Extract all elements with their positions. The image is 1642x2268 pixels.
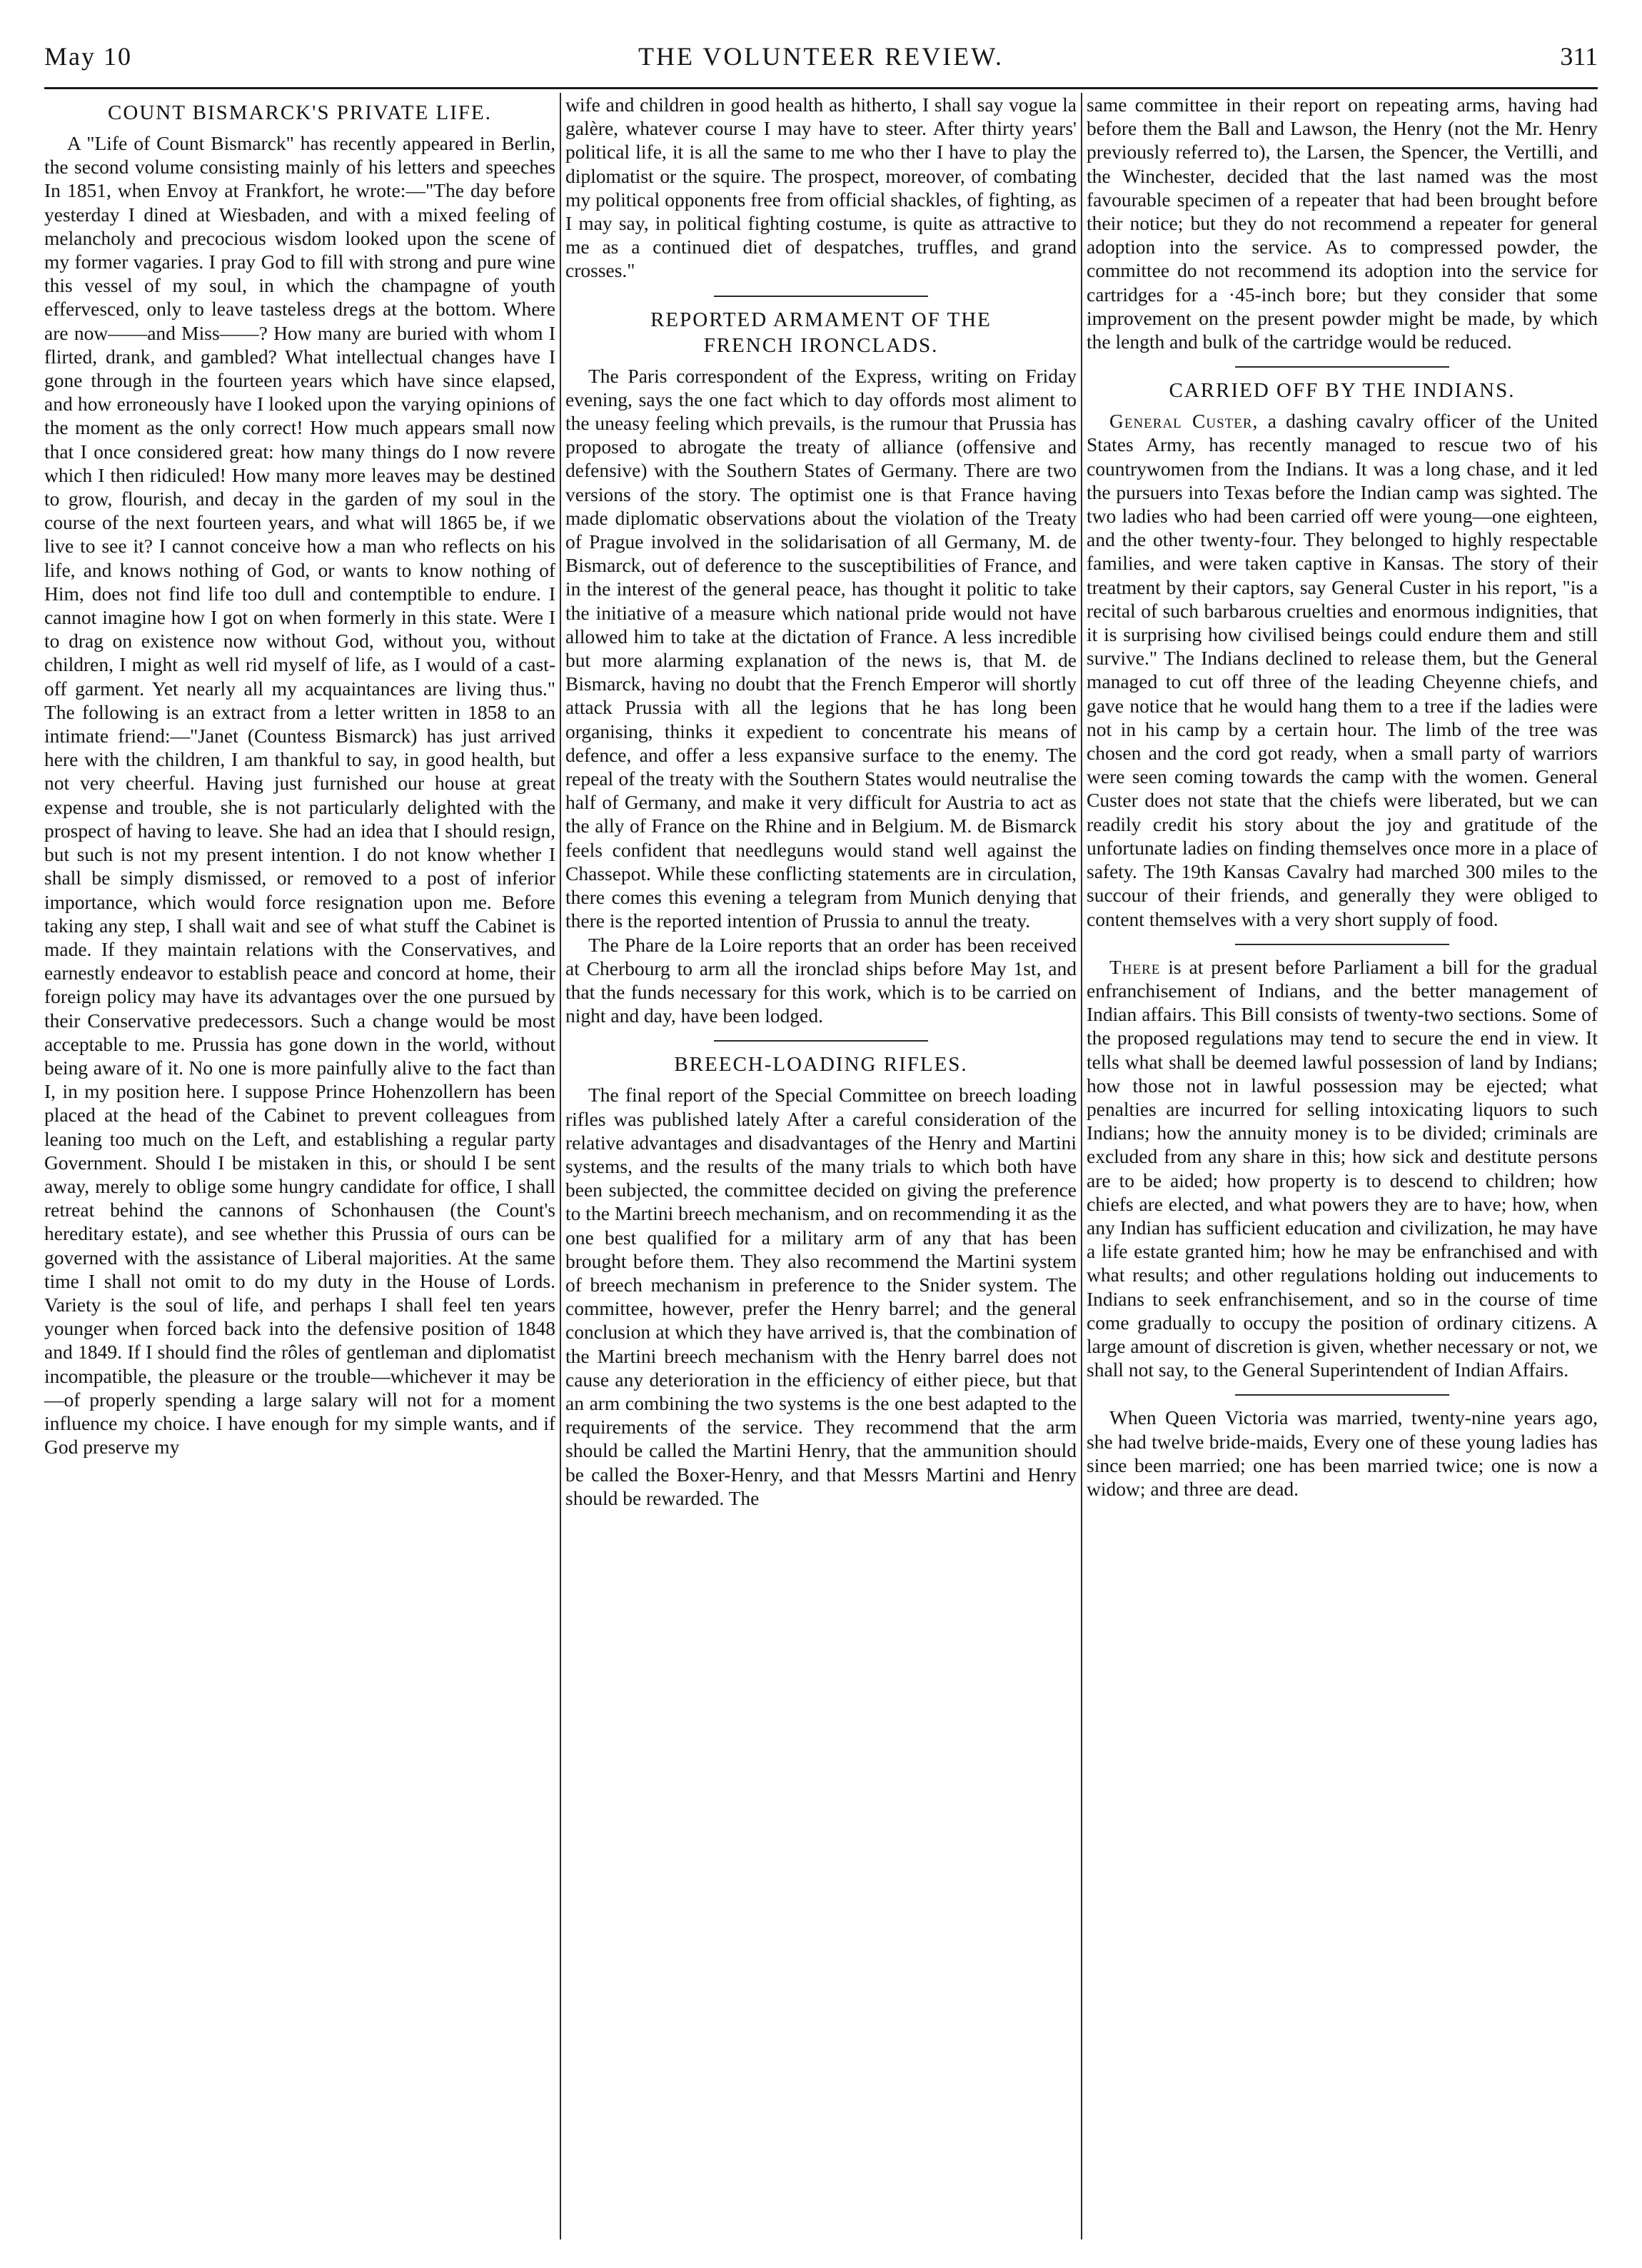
article-heading-ironclads	[565, 307, 1077, 358]
section-divider	[1235, 1394, 1449, 1396]
column-1	[44, 93, 555, 2239]
page-number: 311	[1560, 42, 1598, 71]
article-body-indians	[1087, 409, 1598, 930]
section-divider	[714, 1040, 928, 1042]
publication-title: THE VOLUNTEER REVIEW.	[638, 42, 1004, 71]
article-body-bismarck-continued: wife and children in good health as hitherto, I shall say vogue la galère, whatever course I may have to steer. After thirty years' political life, it is all the same to me who ther I have to play the diplomatist or the squire. The prospect, moreover, of combating my political opponents free from official shackles, of fighting, as I may say, in political fighting costume, is quite as attractive to me as a continued diet of despatches, truffles, and grand crosses."	[565, 94, 1077, 282]
newspaper-page	[44, 37, 1598, 2239]
section-divider	[1235, 366, 1449, 368]
article-body-rifles-continued: same committee in their report on repeating arms, having had before them the Ball and Lawson, the Henry (not the Mr. Henry previously referred to), the Larsen, the Spencer, the Vertilli, and the Winchester, decided that the last named was the most favourable specimen of a repeater that had been brought before their notice; but they do not recommend a repeater for general adoption into the service. As to compressed powder, the committee do not recommend its adoption into the service for cartridges for a ·45-inch bore; but they consider that some improvement on the present powder might be made, by which the length and bulk of the cartridge would be reduced.	[1087, 94, 1598, 353]
article-heading-rifles: BREECH-LOADING RIFLES.	[674, 1053, 968, 1077]
paragraph-text: a dashing cavalry officer of the United States Army, has recently managed to rescue two of his countrywomen from the Indians. It was a long chase, and it led the pursuers into Texas before the Indian camp was sighted. The two ladies who had been carried off were young—one eighteen, and the other twenty-four. They belonged to highly respectable families, and were taken captive in Kansas. The story of their treatment by their captors, say General Custer in his report, "is a recital of such barbarous cruelties and enormous indignities, that it is surprising how civilised beings could endure them and still survive." The Indians declined to release them, but the General managed to cut off three of the leading Cheyenne chiefs, and gave notice that he would hang them to a tree if the ladies were not in his camp by a certain hour. The limb of the tree was chosen and the cord got ready, when a small party of warriors were seen coming towards the camp with the women. General Custer does not state that the chiefs were liberated, but we can readily credit his story about the joy and gratitude of the unfortunate ladies on finding themselves once more in a place of safety. The 19th Kansas Cavalry had marched 300 miles to the succour of their friends, and generally they were obliged to content themselves with a very short supply of food.	[1087, 410, 1598, 930]
column-divider	[560, 93, 561, 2239]
column-3	[1087, 93, 1598, 2239]
article-body-enfranchisement	[1087, 955, 1598, 1382]
issue-date: May 10	[44, 42, 132, 71]
lead-in: There	[1109, 955, 1161, 978]
article-body-bridesmaids: When Queen Victoria was married, twenty-nine years ago, she had twelve bride-maids, Every one of these young ladies has since been married; one has been married twice; one is now a widow; and three are dead.	[1087, 1406, 1598, 1500]
section-divider	[1235, 944, 1449, 945]
column-divider	[1081, 93, 1082, 2239]
article-body-ironclads: The Paris correspondent of the Express, writing on Friday evening, says the one fact which to day offords most aliment to the uneasy feeling which prevails, is the rumour that Prussia has proposed to abrogate the treaty of alliance (offensive and defensive) with the Southern States of Germany. There are two versions of the story. The optimist one is that France having made diplomatic observations about the violation of the Treaty of Prague involved in the solidarisation of all Germany, M. de Bismarck, out of deference to the susceptibilities of France, and in the interest of the general peace, has thought it politic to take the initiative of a measure which national pride would not have allowed him to take at the dictation of France. A less incredible but more alarming explanation of the news is, that M. de Bismarck, having no doubt that the French Emperor will shortly attack Prussia with all the legions that he has long been organising, thinks it expedient to concentrate his means of defence, and offer a less expansive surface to the enemy. The repeal of the treaty with the Southern States would neutralise the half of Germany, and make it very difficult for Austria to act as the ally of France on the Rhine and in Belgium. M. de Bismarck feels confident that needleguns would stand well against the Chassepot. While these conflicting statements are in circulation, there comes this evening a telegram from Munich denying that there is the reported intention of Prussia to annul the treaty.	[565, 364, 1077, 932]
columns	[44, 93, 1598, 2239]
section-divider	[714, 296, 928, 297]
paragraph-text: is at present before Parliament a bill for the gradual enfranchisement of Indians, and the better management of Indian affairs. This Bill consists of twenty-two sections. Some of the proposed regulations may tend to secure the end in view. It tells what shall be deemed lawful possession of land by Indians; how those not in lawful possession may be ejected; what penalties are incurred for selling intoxicating liquors to such Indians; how the annuity money is to be divided; criminals are excluded from any share in this; how sick and destitute persons are to be aided; how property is to descend to children; how chiefs are elected, and what powers they are to have; how, when any Indian has sufficient education and civilization, he may have a life estate granted him; how he may be enfranchised and with what results; and other regulations holding out inducements to Indians to seek enfranchisement, and so in the course of time come gradually to occupy the position of ordinary citizens. A large amount of discretion is given, whether necessary or not, we shall not say, to the General Superintendent of Indian Affairs.	[1087, 955, 1598, 1381]
lead-in: General Custer,	[1109, 410, 1259, 433]
article-body-bismarck: A "Life of Count Bismarck" has recently appeared in Berlin, the second volume consisting mainly of his letters and speeches In 1851, when Envoy at Frankfort, he wrote:—"The day before yesterday I dined at Wiesbaden, and with a mixed feeling of melancholy and precocious wisdom looked upon the scene of my former vagaries. I pray God to fill with strong and pure wine this vessel of my soul, in which the champagne of youth effervesced, only to leave tasteless dregs at the bottom. Where are now——and Miss——? How many are buried with whom I flirted, drank, and gambled? What intellectual changes have I gone through in the fourteen years which have since elapsed, and how erroneously have I looked upon the varying opinions of the moment as the only correct! How much appears small now that I once considered great: how many things do I now revere which I then ridiculed! How many more leaves may be destined to grow, flourish, and decay in the garden of my soul in the course of the next fourteen years, and what will 1865 be, if we live to see it? I cannot conceive how a man who reflects on his life, and knows nothing of God, or wants to know nothing of Him, does not find life too dull and contemptible to endure. I cannot imagine how I got on when formerly in this state. Were I to drag on existence now without God, without you, without children, I might as well rid myself of life, as I would of a cast-off garment. Yet nearly all my acquaintances are living thus." The following is an extract from a letter written in 1858 to an intimate friend:—"Janet (Countess Bismarck) has just arrived here with the children, I am thankful to say, in good health, but not very cheerful. Having just furnished our house at great expense and trouble, she is not particularly delighted with the prospect of having to leave. She had an idea that I should resign, but such is not my present intention. I do not know whether I shall be simply dismissed, or removed to a post of inferior importance, which would force resignation upon me. Before taking any step, I shall wait and see of what stuff the Cabinet is made. If they maintain relations with the Conservatives, and earnestly endeavor to establish peace and concord at home, their foreign policy may have its advantages over the one pursued by their Conservative predecessors. Such a change would be most acceptable to me. Prussia has gone down in the world, without being aware of it. No one is more painfully alive to the fact than I, in my position here. I suppose Prince Hohenzollern has been placed at the head of the Cabinet to prevent colleagues from leaning too much on the Left, and establishing a regular party Government. Should I be mistaken in this, or should I be sent away, merely to oblige some hungry candidate for office, I shall retreat behind the cannons of Schonhausen (the Count's hereditary estate), and see whether this Prussia of ours can be governed with the assistance of Liberal majorities. At the same time I shall not omit to do my duty in the House of Lords. Variety is the soul of life, and perhaps I shall feel ten years younger when forced back into the defensive position of 1848 and 1849. If I should find the rôles of gentleman and diplomatist incompatible, the pleasure or the trouble—whichever it may be—of properly spending a large salary will not for a moment influence my choice. I have enough for my simple wants, and if God preserve my	[44, 132, 555, 1458]
article-body-ironclads: The Phare de la Loire reports that an order has been received at Cherbourg to arm all the ironclad ships before May 1st, and that the funds necessary for this work, which is to be carried on night and day, have been lodged.	[565, 933, 1077, 1027]
page-header	[44, 37, 1598, 89]
article-heading-bismarck: COUNT BISMARCK'S PRIVATE LIFE.	[108, 101, 492, 124]
article-heading-indians: CARRIED OFF BY THE INDIANS.	[1169, 379, 1516, 403]
column-2	[565, 93, 1077, 2239]
heading-line: REPORTED ARMAMENT OF THE	[650, 308, 992, 331]
heading-line: FRENCH IRONCLADS.	[703, 333, 939, 357]
article-body-rifles: The final report of the Special Committee on breech loading rifles was published lately After a careful consideration of the relative advantages and disadvantages of the Henry and Martini systems, and the results of the many trials to which both have been subjected, the committee decided on giving the preference to the Martini breech mechanism, and on recommending it as the one best qualified for a military arm of any that has been brought before them. They also recommend the Martini system of breech mechanism in preference to the Snider system. The committee, however, prefer the Henry barrel; and the general conclusion at which they have arrived is, that the combination of the Martini breech mechanism with the Henry barrel does not cause any deterioration in the efficiency of either piece, but that an arm combining the two systems is the one best adapted to the requirements of the service. They recommend that the arm should be called the Martini Henry, that the ammunition should be called the Boxer-Henry, and that Messrs Martini and Henry should be rewarded. The	[565, 1084, 1077, 1509]
